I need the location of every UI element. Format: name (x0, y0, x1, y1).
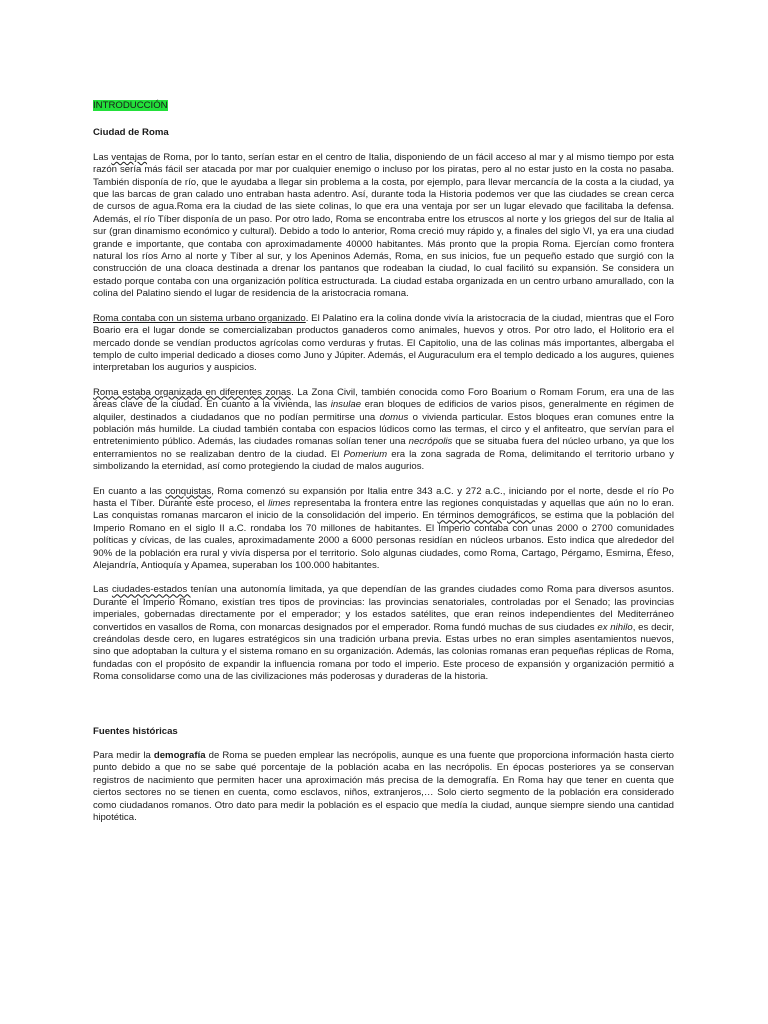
section-title-fuentes: Fuentes históricas (93, 725, 178, 737)
paragraph-sistema-urbano: Roma contaba con un sistema urbano organizado. El Palatino era la colina donde vivía la aristocracia de la ciudad, mientras que el Foro Boario era el lugar donde se comercializaban productos ganaderos como animales, huevos y otros. Por otro lado, el Holitorio era el mercado donde se vendían productos agrícolas como verduras y frutas. El Capitolio, una de las colinas más importantes, albergaba el templo de culto imperial dedicado a dioses como Juno y Júpiter. Además, el Auguraculum era el templo dedicado a los augures, quienes interpretaban los augurios y auspicios. (93, 312, 674, 374)
underlined-phrase[interactable]: Roma contaba con un sistema urbano organizado (93, 312, 306, 324)
spellcheck-word[interactable]: términos demográficos (437, 510, 536, 522)
section-title-ciudad: Ciudad de Roma (93, 127, 169, 139)
intro-heading (93, 100, 674, 112)
paragraph-zonas: Roma estaba organizada en diferentes zonas. La Zona Civil, también conocida como Foro Boarium o Romam Forum, era una de las áreas clave de la ciudad. En cuanto a la vivienda, las insulae eran bloques de edificios de varios pisos, generalmente en régimen de alquiler, destinados a ciudadanos que no podían permitirse una domus o vivienda particular. Estos bloques eran comunes entre la población más humilde. La ciudad también contaba con espacios lúdicos como las termas, el circo y el anfiteatro, que servían para el entretenimiento público. Además, las ciudades romanas solían tener una necrópolis que se situaba fuera del núcleo urbano, ya que los enterramientos no se realizaban dentro de la ciudad. El Pomerium era la zona sagrada de Roma, delimitando el territorio urbano y simbolizando la eternidad, así como protegiendo la ciudad de malos augurios. (93, 386, 675, 473)
spellcheck-word[interactable]: ciudades-estados (111, 584, 191, 596)
paragraph-ventajas: Las ventajas de Roma, por lo tanto, serían estar en el centro de Italia, disponiendo de un fácil acceso al mar y al mismo tiempo por esta razón sería más fácil ser atacada por mar por cualquier enemigo o incluso por los piratas, pero al no estar justo en la costa no pasaba. También disponía de río, que le ayudaba a llegar sin problema a la costa, por ejemplo, para llevar mercancía de la costa a la ciudad, ya que las barcas de gran calado uno entraban hasta adentro. Así, durante toda la Historia podemos ver que las ciudades se crean cerca de cursos de agua.Roma era la ciudad de las siete colinas, lo que era una ventaja por ser un lugar elevado que facilitaba la defensa. Además, el río Tíber disponía de un paso. Por otro lado, Roma se encontraba entre los etruscos al norte y los griegos del sur de Italia al sur (gran dinamismo económico y cultural). Debido a todo lo anterior, Roma creció muy rápido y, a finales del siglo VI, ya era una ciudad grande e importante, que contaba con aproximadamente 40000 habitantes. Más pronto que la propia Roma. Ejercían como frontera natural los ríos Arno al norte y Tíber al sur, y los Apeninos Además, Roma, en sus inicios, fue un pequeño estado que surgió con la construcción de una cloaca destinada a drenar los pantanos que rodeaban la ciudad, lo cual facilitó su expansión. Se considera un estado porque contaba con una organización política estructurada. La ciudad estaba organizada en un centro urbano amurallado, con la colina del Palatino siendo el lugar de residencia de la aristocracia romana. (93, 151, 674, 300)
document-body (93, 100, 674, 825)
paragraph-ciudades-estados: Las ciudades-estados tenían una autonomía limitada, ya que dependían de las grandes ciudades como Roma para diversos asuntos. Durante el Imperio Romano, existían tres tipos de provincias: las provincias senatoriales, controladas por el Senado; las provincias imperiales, gobernadas directamente por el emperador; y los estados satélites, que eran reinos independientes del Mediterráneo convertidos en vasallos de Roma, con monarcas designados por el emperador. Roma fundó muchas de sus ciudades ex nihilo, es decir, creándolas desde cero, en lugares estratégicos sin una tradición urbana previa. Estas urbes no eran simples asentamientos nuevos, sino que adoptaban la cultura y el sistema romano en su organización. Además, las colonias romanas eran pequeñas réplicas de Roma, fundadas con el propósito de expandir la influencia romana por todo el imperio. Este proceso de expansión y organización permitió a Roma consolidarse como una de las civilizaciones más poderosas y duraderas de la historia. (93, 584, 674, 683)
spellcheck-word[interactable]: ventajas (111, 151, 148, 163)
highlighted-heading: INTRODUCCIÓN (93, 100, 168, 111)
underlined-phrase[interactable]: Roma estaba organizada en diferentes zonas (93, 386, 292, 398)
spellcheck-word[interactable]: conquistas (165, 485, 212, 497)
paragraph-demografia: Para medir la demografía de Roma se pueden emplear las necrópolis, aunque es una fuente que proporciona información hasta cierto punto debido a que no se sabe qué porcentaje de la población acaba en las necrópolis. En épocas posteriores ya se conservan registros de nacimiento que permiten hacer una aproximación más precisa de la demografía. En Roma hay que tener en cuenta que ciertos sectores no se tienen en cuenta, como esclavos, niños, extranjeros,… Solo cierto segmento de la población era considerado como ciudadanos romanos. Otro dato para medir la población es el espacio que medía la ciudad, aunque siempre siendo una cantidad hipotética. (93, 750, 674, 824)
paragraph-conquistas: En cuanto a las conquistas, Roma comenzó su expansión por Italia entre 343 a.C. y 272 a.C., iniciando por el norte, desde el río Po hasta el Tíber. Durante este proceso, el limes representaba la frontera entre las regiones conquistadas y aquellas que aún no lo eran. Las conquistas romanas marcaron el inicio de la consolidación del imperio. En términos demográficos, se estima que la población del Imperio Romano en el siglo II a.C. rondaba los 70 millones de habitantes. El Imperio contaba con unas 2000 o 2700 comunidades políticas y cívicas, de las cuales, aproximadamente 2000 a 6000 personas residían en núcleos urbanos. Esto indica que alrededor del 90% de la población era rural y vivía dispersa por el territorio. Solo algunas ciudades, como Roma, Cartago, Pérgamo, Esmirna, Éfeso, Alejandría, Antioquía y Apamea, superaban los 100.000 habitantes. (93, 485, 675, 571)
